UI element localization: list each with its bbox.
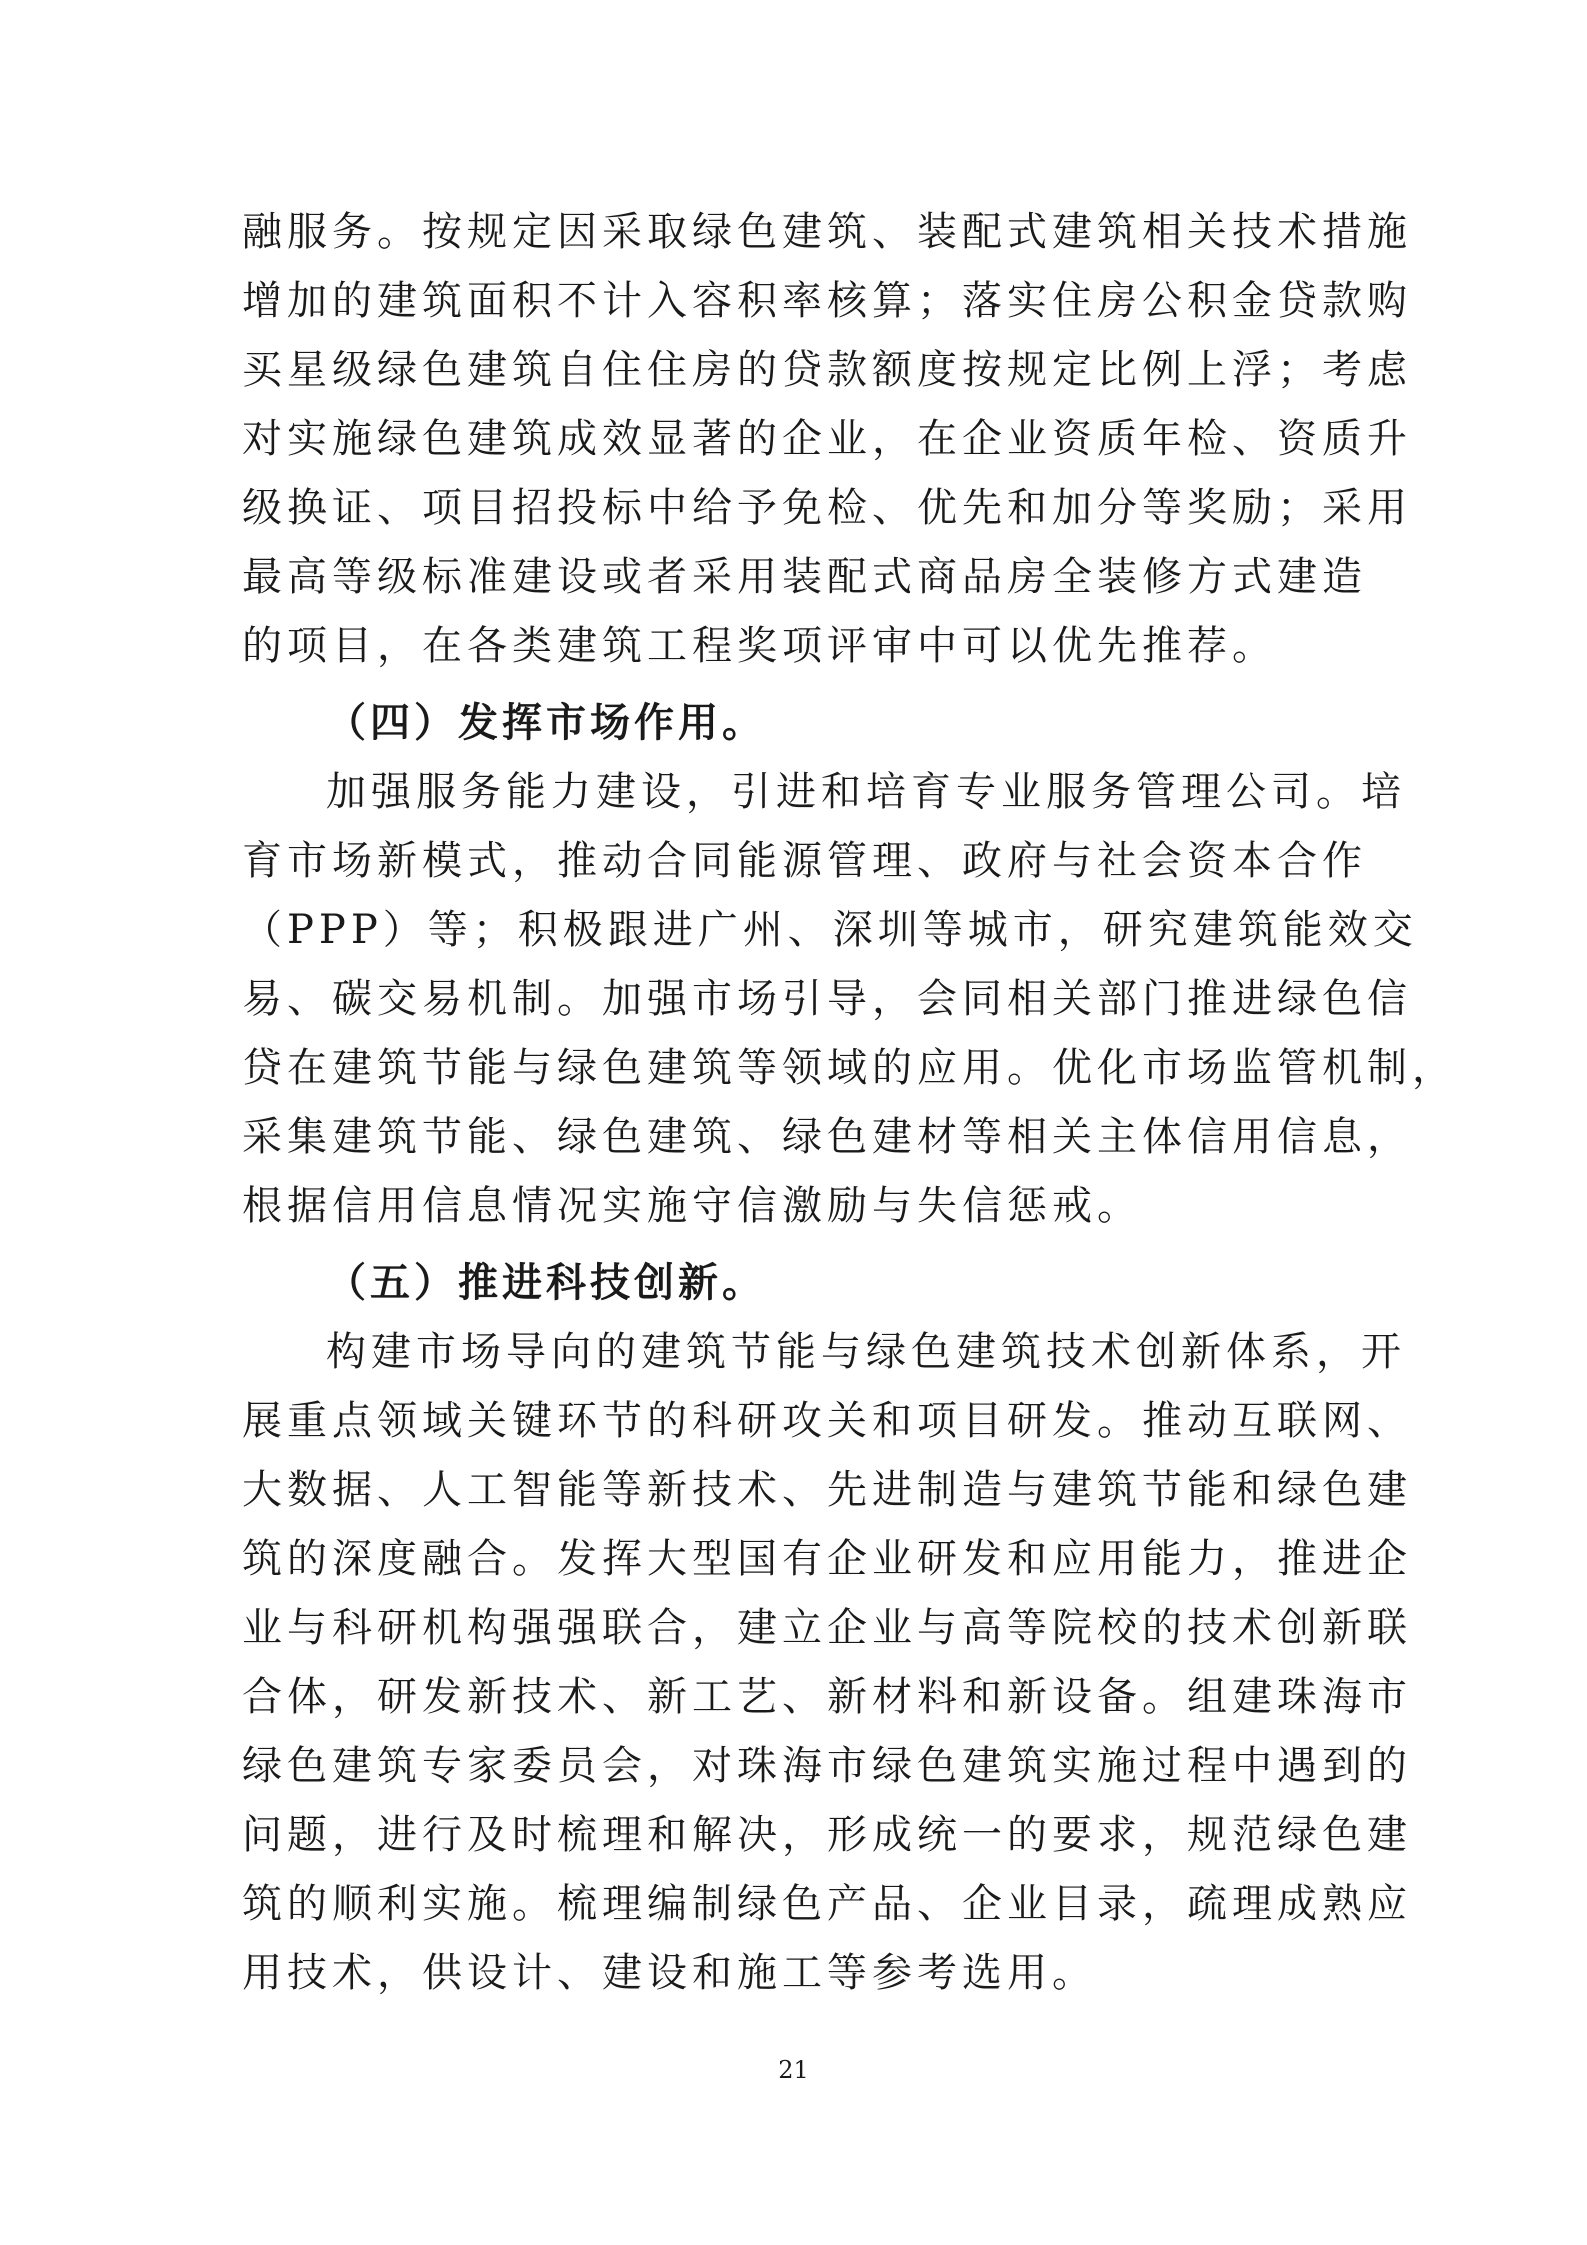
paragraph-line: 的项目，在各类建筑工程奖项评审中可以优先推荐。 xyxy=(242,623,1277,669)
paragraph-line: （PPP）等；积极跟进广州、深圳等城市，研究建筑能效交 xyxy=(242,907,1418,953)
paragraph-line: 合体，研发新技术、新工艺、新材料和新设备。组建珠海市 xyxy=(242,1674,1412,1720)
paragraph-line: 易、碳交易机制。加强市场引导，会同相关部门推进绿色信 xyxy=(242,976,1412,1022)
paragraph-line: 增加的建筑面积不计入容积率核算；落实住房公积金贷款购 xyxy=(242,278,1412,324)
section-heading-text: （五）推进科技创新。 xyxy=(326,1260,766,1306)
paragraph-line: 筑的顺利实施。梳理编制绿色产品、企业目录，疏理成熟应 xyxy=(242,1881,1412,1927)
page-number: 21 xyxy=(778,2056,809,2084)
paragraph-line: 业与科研机构强强联合，建立企业与高等院校的技术创新联 xyxy=(242,1605,1412,1651)
paragraph-line: 买星级绿色建筑自住住房的贷款额度按规定比例上浮；考虑 xyxy=(242,347,1412,393)
paragraph-line: 加强服务能力建设，引进和培育专业服务管理公司。培 xyxy=(326,769,1406,815)
paragraph-line: 大数据、人工智能等新技术、先进制造与建筑节能和绿色建 xyxy=(242,1467,1412,1513)
paragraph-financial-services xyxy=(242,198,1412,681)
section-heading-text: （四）发挥市场作用。 xyxy=(326,700,766,746)
paragraph-line: 展重点领域关键环节的科研攻关和项目研发。推动互联网、 xyxy=(242,1398,1412,1444)
paragraph-line: 对实施绿色建筑成效显著的企业，在企业资质年检、资质升 xyxy=(242,416,1412,462)
paragraph-line: 级换证、项目招投标中给予免检、优先和加分等奖励；采用 xyxy=(242,485,1412,531)
paragraph-line: 最高等级标准建设或者采用装配式商品房全装修方式建造 xyxy=(242,554,1367,600)
paragraph-line: 问题，进行及时梳理和解决，形成统一的要求，规范绿色建 xyxy=(242,1812,1412,1858)
paragraph-line: 贷在建筑节能与绿色建筑等领域的应用。优化市场监管机制， xyxy=(242,1045,1457,1091)
section-heading-5 xyxy=(242,1249,1350,1318)
section-heading-4 xyxy=(242,689,1350,758)
paragraph-line: 构建市场导向的建筑节能与绿色建筑技术创新体系，开 xyxy=(326,1329,1406,1375)
paragraph-line: 绿色建筑专家委员会，对珠海市绿色建筑实施过程中遇到的 xyxy=(242,1743,1412,1789)
paragraph-line: 采集建筑节能、绿色建筑、绿色建材等相关主体信用信息， xyxy=(242,1114,1412,1160)
paragraph-line: 用技术，供设计、建设和施工等参考选用。 xyxy=(242,1950,1097,1996)
paragraph-line: 筑的深度融合。发挥大型国有企业研发和应用能力，推进企 xyxy=(242,1536,1412,1582)
paragraph-line: 育市场新模式，推动合同能源管理、政府与社会资本合作 xyxy=(242,838,1367,884)
paragraph-line: 融服务。按规定因采取绿色建筑、装配式建筑相关技术措施 xyxy=(242,209,1412,255)
paragraph-tech-innovation xyxy=(242,1318,1412,2008)
paragraph-line: 根据信用信息情况实施守信激励与失信惩戒。 xyxy=(242,1183,1142,1229)
paragraph-market-role xyxy=(242,758,1457,1241)
